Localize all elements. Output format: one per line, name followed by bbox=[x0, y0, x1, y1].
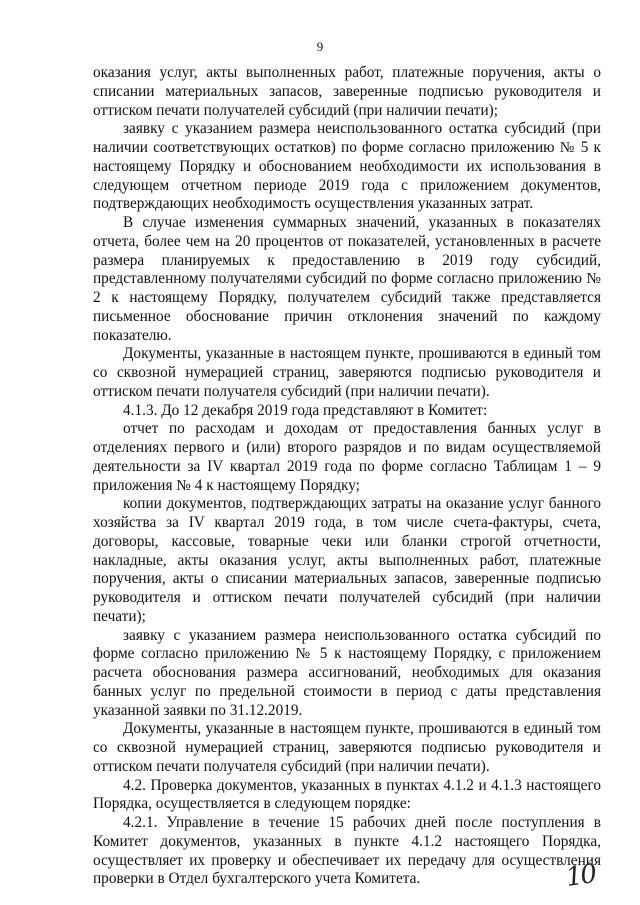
paragraph-binding-note-2: Документы, указанные в настоящем пункте, прошиваются в единый том со сквозной нумерацией страниц, заверяются подписью руководителя и оттиском печати получателя субсидий (при наличии печати). bbox=[93, 720, 601, 775]
paragraph-request-unused-balance: заявку с указанием размера неиспользованного остатка субсидий (при наличии соответствующих остатков) по форме согласно приложению № 5 к настоящему Порядку и обоснованием необходимости их использования в следующем отчетном периоде 2019 года с приложением документов, подтверждающих необходимость осуществления указанных затрат. bbox=[93, 120, 601, 213]
paragraph-binding-note: Документы, указанные в настоящем пункте, прошиваются в единый том со сквозной нумерацией страниц, заверяются подписью руководителя и оттиском печати получателя субсидий (при наличии печати). bbox=[93, 345, 601, 400]
paragraph-document-copies: копии документов, подтверждающих затраты на оказание услуг банного хозяйства за IV квартал 2019 года, в том числе счета-фактуры, счета, договоры, кассовые, товарные чеки или бланки строгой отчетности, накладные, акты оказания услуг, акты выполненных работ, платежные поручения, акты о списании материальных запасов, заверенные подписью руководителя и оттиском печати получателей субсидий (при наличии печати); bbox=[93, 495, 601, 625]
paragraph-deviation-justification: В случае изменения суммарных значений, указанных в показателях отчета, более чем на 20 процентов от показателей, установленных в расчете размера планируемых к предоставлению в 2019 году субсидий, представленному получателями субсидий по форме согласно приложению № 2 к настоящему Порядку, получателем субсидий также представляется письменное обоснование причин отклонения значений по каждому показателю. bbox=[93, 214, 601, 344]
paragraph-continuation: оказания услуг, акты выполненных работ, платежные поручения, акты о списании материальных запасов, заверенные подписью руководителя и оттиском печати получателей субсидий (при наличии печати); bbox=[93, 64, 601, 119]
document-body bbox=[93, 64, 601, 889]
handwritten-page-mark: 10 bbox=[564, 859, 598, 893]
paragraph-request-allocation: заявку с указанием размера неиспользованного остатка субсидий по форме согласно приложению № 5 к настоящему Порядку, с приложением расчета обоснования размера ассигнований, необходимых для оказания банных услуг по предельной стоимости в период с даты представления указанной заявки по 31.12.2019. bbox=[93, 626, 601, 719]
paragraph-4-2-1-procedure: 4.2.1. Управление в течение 15 рабочих дней после поступления в Комитет документов, указанных в пункте 4.1.2 настоящего Порядка, осуществляет их проверку и обеспечивает их передачу для осуществления проверки в Отдел бухгалтерского учета Комитета. bbox=[93, 814, 601, 888]
paragraph-expense-report: отчет по расходам и доходам от предоставления банных услуг в отделениях первого и (или) второго разрядов и по видам осуществляемой деятельности за IV квартал 2019 года по форме согласно Таблицам 1 – 9 приложения № 4 к настоящему Порядку; bbox=[93, 420, 601, 494]
paragraph-4-2-verification: 4.2. Проверка документов, указанных в пунктах 4.1.2 и 4.1.3 настоящего Порядка, осуществляется в следующем порядке: bbox=[93, 776, 601, 813]
paragraph-4-1-3-heading: 4.1.3. До 12 декабря 2019 года представляют в Комитет: bbox=[123, 401, 488, 419]
page-number: 9 bbox=[316, 39, 324, 54]
